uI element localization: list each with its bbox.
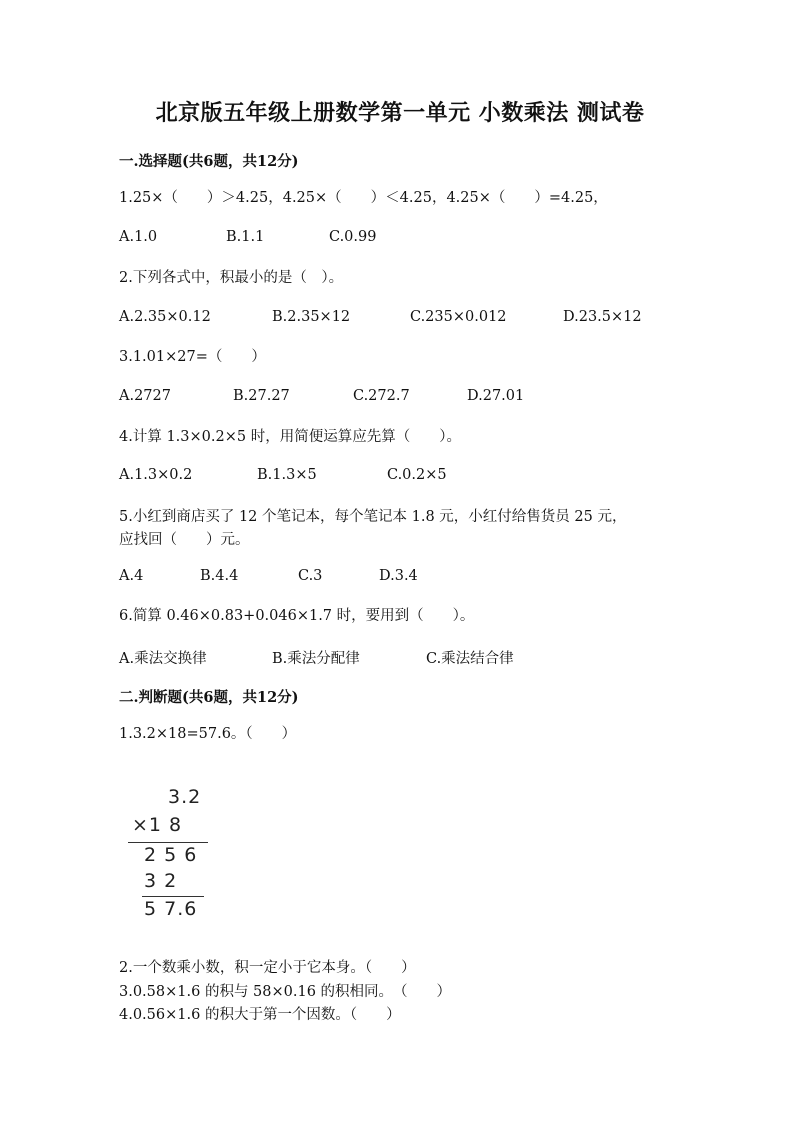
option-6c[interactable]: C.乘法结合律 xyxy=(426,651,514,667)
option-6a[interactable]: A.乘法交换律 xyxy=(119,651,207,667)
option-2c[interactable]: C.235×0.012 xyxy=(410,309,507,325)
calc-result: 5 7.6 xyxy=(144,898,198,920)
vertical-multiplication xyxy=(118,780,228,925)
option-4b[interactable]: B.1.3×5 xyxy=(257,467,317,483)
question-5-line2: 应找回（ ）元。 xyxy=(119,532,250,548)
option-2d[interactable]: D.23.5×12 xyxy=(563,309,642,325)
calc-partial-2: 3 2 xyxy=(144,870,178,892)
calc-partial-1: 2 5 6 xyxy=(144,844,198,866)
option-5d[interactable]: D.3.4 xyxy=(379,568,418,584)
calc-line-1 xyxy=(128,842,208,843)
question-5-line1: 5.小红到商店买了 12 个笔记本，每个笔记本 1.8 元，小红付给售货员 25 元， xyxy=(119,509,627,525)
option-3c[interactable]: C.272.7 xyxy=(353,388,410,404)
question-2: 2.下列各式中，积最小的是（ ）。 xyxy=(119,270,344,286)
calc-multiplier: ×1 8 xyxy=(132,814,183,836)
option-3b[interactable]: B.27.27 xyxy=(233,388,290,404)
option-1b[interactable]: B.1.1 xyxy=(226,229,265,245)
option-6b[interactable]: B.乘法分配律 xyxy=(272,651,360,667)
option-1c[interactable]: C.0.99 xyxy=(329,229,377,245)
judgment-1: 1.3.2×18=57.6。（ ） xyxy=(119,726,297,742)
question-1: 1.25×（ ）＞4.25，4.25×（ ）＜4.25，4.25×（ ）=4.25， xyxy=(119,190,608,206)
page-title: 北京版五年级上册数学第一单元 小数乘法 测试卷 xyxy=(155,100,645,126)
option-1a[interactable]: A.1.0 xyxy=(119,229,158,245)
option-5c[interactable]: C.3 xyxy=(298,568,323,584)
section-heading-choice: 一.选择题(共6题，共12分) xyxy=(119,153,299,170)
option-4c[interactable]: C.0.2×5 xyxy=(387,467,447,483)
judgment-2: 2.一个数乘小数，积一定小于它本身。（ ） xyxy=(119,960,416,976)
question-6: 6.简算 0.46×0.83+0.046×1.7 时，要用到（ ）。 xyxy=(119,608,475,624)
option-2a[interactable]: A.2.35×0.12 xyxy=(119,309,211,325)
question-3: 3.1.01×27=（ ） xyxy=(119,349,266,365)
calc-line-2 xyxy=(142,896,204,897)
judgment-3: 3.0.58×1.6 的积与 58×0.16 的积相同。 （ ） xyxy=(119,984,452,1000)
option-5a[interactable]: A.4 xyxy=(119,568,144,584)
judgment-4: 4.0.56×1.6 的积大于第一个因数。（ ） xyxy=(119,1007,401,1023)
option-5b[interactable]: B.4.4 xyxy=(200,568,239,584)
question-4: 4.计算 1.3×0.2×5 时，用简便运算应先算（ ）。 xyxy=(119,429,461,445)
section-heading-judgment: 二.判断题(共6题，共12分) xyxy=(119,689,299,706)
option-2b[interactable]: B.2.35×12 xyxy=(272,309,351,325)
option-4a[interactable]: A.1.3×0.2 xyxy=(119,467,193,483)
option-3a[interactable]: A.2727 xyxy=(119,388,171,404)
calc-multiplicand: 3.2 xyxy=(168,786,202,808)
option-3d[interactable]: D.27.01 xyxy=(467,388,525,404)
